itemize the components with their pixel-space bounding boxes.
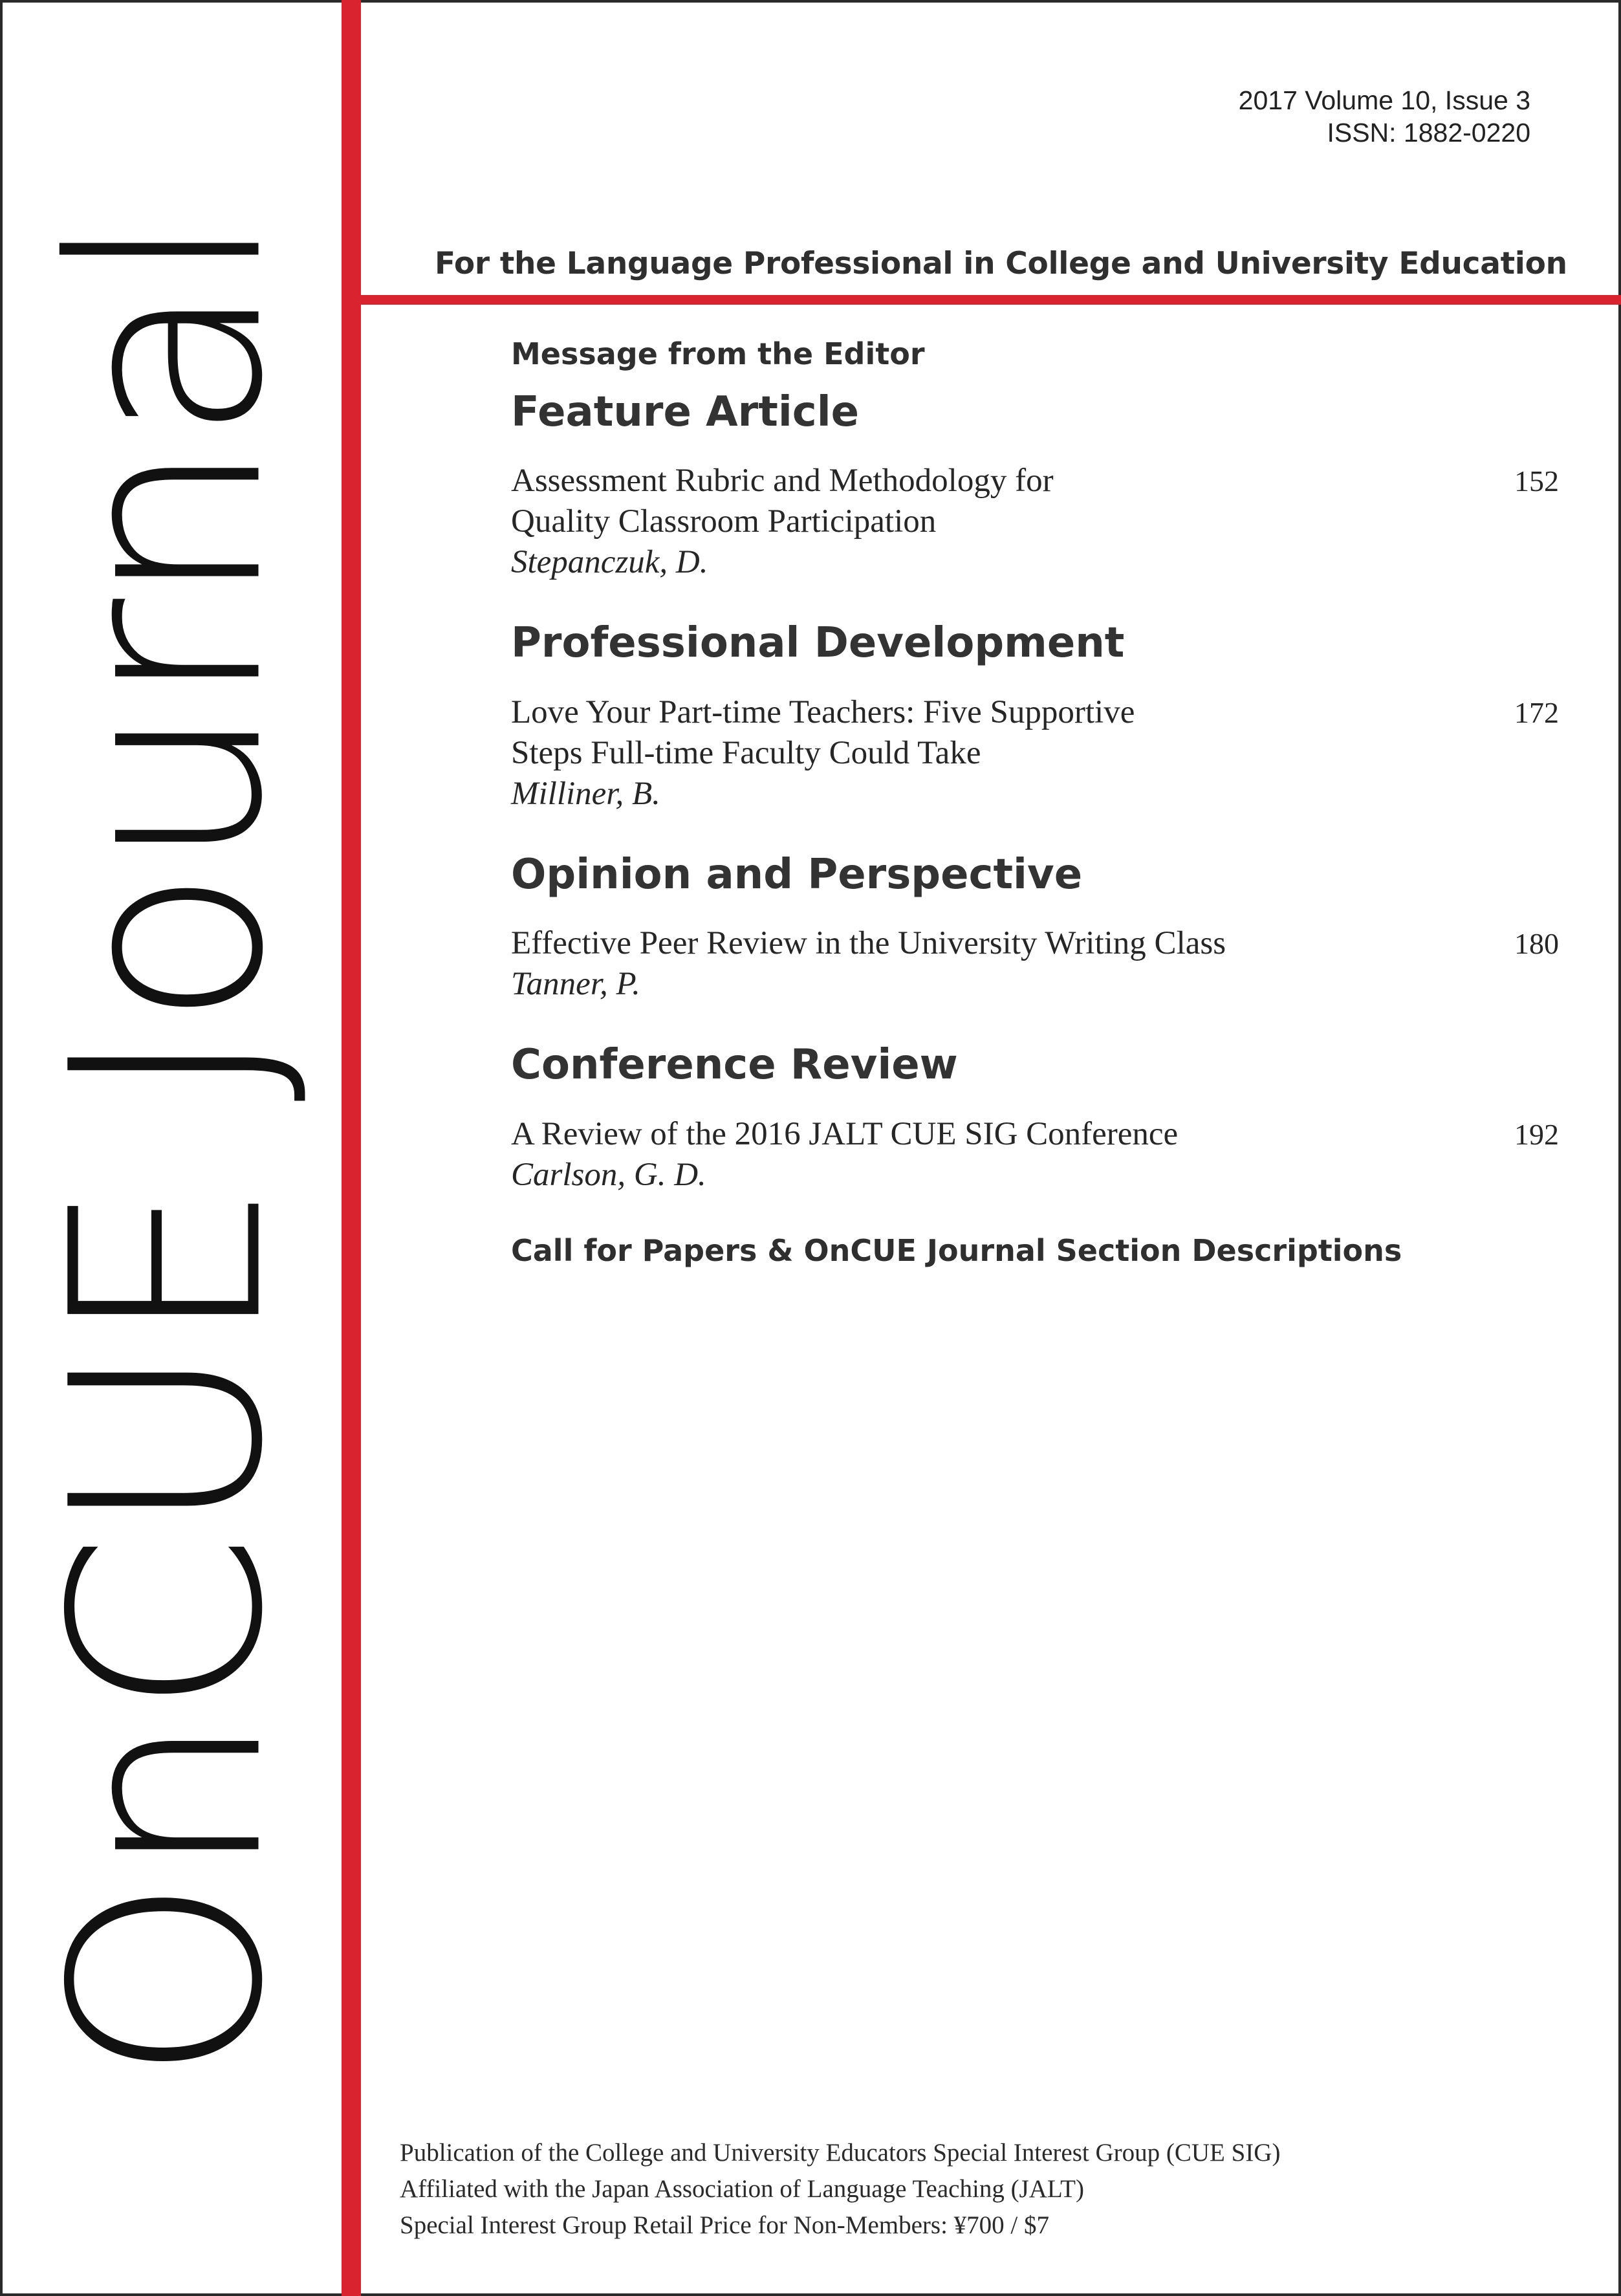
section-heading: Feature Article <box>511 388 860 436</box>
editor-message-link[interactable]: Message from the Editor <box>511 336 925 371</box>
journal-tagline: For the Language Professional in College and University Education <box>435 246 1567 281</box>
entry-title-line: Steps Full-time Faculty Could Take <box>511 734 981 771</box>
toc-section-feature-article <box>511 389 1559 583</box>
footer-line: Affiliated with the Japan Association of Language Teaching (JALT) <box>400 2175 1084 2203</box>
entry-title-line: Effective Peer Review in the University Writing Class <box>511 925 1226 962</box>
section-heading: Conference Review <box>511 1041 958 1089</box>
toc-entry[interactable] <box>511 923 1559 1005</box>
footer-line: Publication of the College and University Educators Special Interest Group (CUE SIG) <box>400 2139 1281 2167</box>
toc-entry[interactable] <box>511 461 1559 583</box>
section-heading: Professional Development <box>511 619 1125 668</box>
red-vertical-rule <box>342 0 361 2296</box>
issue-volume: 2017 Volume 10, Issue 3 <box>1238 85 1530 115</box>
entry-author: Stepanczuk, D. <box>511 544 708 581</box>
journal-title-area <box>15 175 321 2122</box>
entry-title-line: Love Your Part-time Teachers: Five Supportive <box>511 694 1135 730</box>
journal-title: OnCUE Journal <box>15 214 321 2083</box>
entry-page-number: 152 <box>1514 465 1559 498</box>
entry-author: Carlson, G. D. <box>511 1156 706 1193</box>
entry-title-line: A Review of the 2016 JALT CUE SIG Conference <box>511 1115 1179 1152</box>
toc-entry[interactable] <box>511 692 1559 815</box>
entry-page-number: 192 <box>1514 1117 1559 1151</box>
issue-info <box>1239 84 1530 149</box>
publication-footer <box>400 2135 1280 2244</box>
entry-title-line: Quality Classroom Participation <box>511 503 937 540</box>
table-of-contents <box>511 336 1559 1268</box>
section-heading: Opinion and Perspective <box>511 850 1083 899</box>
entry-page-number: 180 <box>1514 927 1559 961</box>
entry-title-line: Assessment Rubric and Methodology for <box>511 463 1054 499</box>
entry-page-number: 172 <box>1514 695 1559 729</box>
toc-entry[interactable] <box>511 1114 1559 1196</box>
red-horizontal-rule <box>361 295 1621 305</box>
footer-line: Special Interest Group Retail Price for Non-Members: ¥700 / $7 <box>400 2211 1050 2239</box>
toc-section-opinion-perspective <box>511 852 1559 1005</box>
entry-author: Tanner, P. <box>511 966 640 1003</box>
call-for-papers-link[interactable]: Call for Papers & OnCUE Journal Section Descriptions <box>511 1232 1402 1268</box>
toc-section-conference-review <box>511 1042 1559 1195</box>
issue-issn: ISSN: 1882-0220 <box>1327 118 1530 148</box>
entry-author: Milliner, B. <box>511 775 660 812</box>
toc-section-professional-development <box>511 620 1559 814</box>
